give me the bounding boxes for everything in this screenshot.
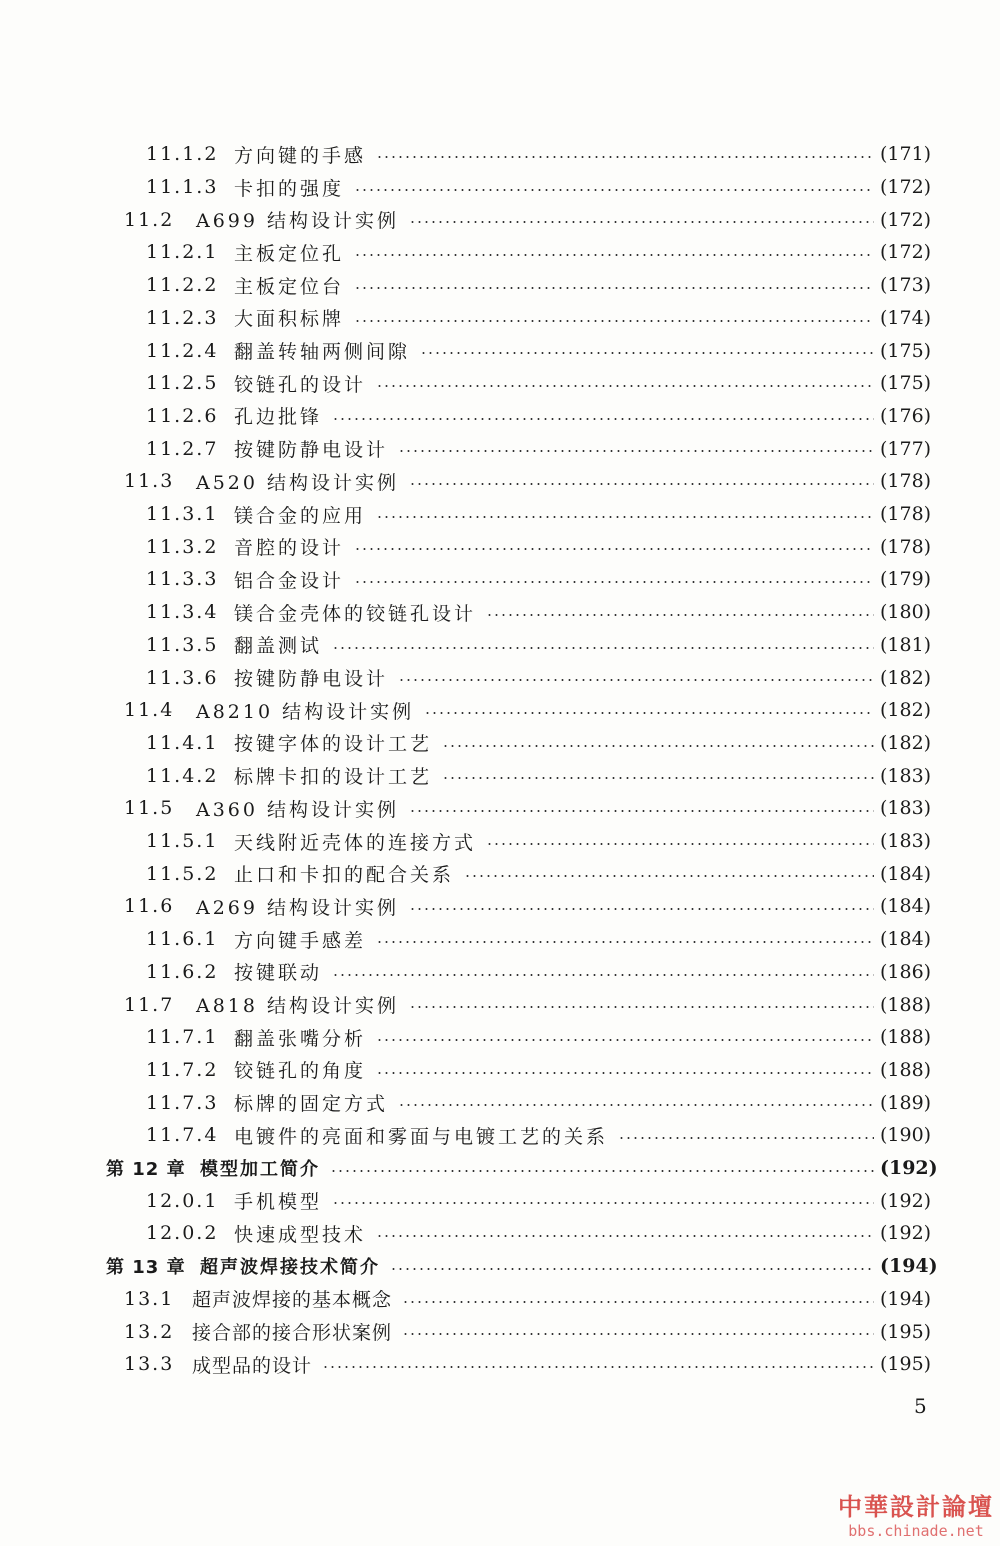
toc-entry-number: 11.2.5: [146, 372, 219, 395]
toc-entry-title: 镁合金的应用: [234, 501, 372, 528]
toc-entry: [0, 138, 1000, 171]
toc-entry-page: (171): [880, 143, 932, 166]
toc-entry-number: 第 12 章: [106, 1159, 186, 1181]
toc-entry-page: (188): [880, 1058, 932, 1081]
toc-entry: [0, 1119, 1000, 1152]
toc-entry: [0, 432, 1000, 465]
toc-entry-page: (184): [880, 862, 932, 885]
toc-entry: [0, 563, 1000, 596]
toc-entry-title: 铝合金设计: [234, 566, 350, 593]
toc-entry-page: (194): [880, 1255, 938, 1278]
toc-entry-page: (174): [880, 306, 932, 329]
toc-entry: [0, 1152, 1000, 1185]
toc-entry-page: (186): [880, 960, 932, 983]
toc-entry-title: 大面积标牌: [234, 304, 350, 331]
toc-entry-number: 11.4: [124, 699, 175, 722]
watermark: [838, 1487, 994, 1540]
toc-entry-number: 11.7.3: [146, 1091, 219, 1114]
toc-entry: [0, 694, 1000, 727]
toc-entry: [0, 1054, 1000, 1087]
toc-entry-page: (189): [880, 1091, 932, 1114]
toc-entry-page: (183): [880, 830, 932, 853]
toc-entry-title: 模型加工简介: [200, 1155, 326, 1181]
toc-entry-page: (192): [880, 1222, 932, 1245]
toc-entry-number: 11.2.1: [146, 241, 219, 264]
toc-leader-dots: [409, 483, 874, 485]
toc-entry-number: 11.3.4: [146, 601, 219, 624]
toc-leader-dots: [376, 516, 874, 518]
toc-entry: [0, 1217, 1000, 1250]
toc-entry: [0, 629, 1000, 662]
toc-entry-title: 铰链孔的角度: [234, 1056, 372, 1083]
toc-entry-title: 成型品的设计: [192, 1351, 318, 1378]
toc-entry: [0, 1184, 1000, 1217]
toc-entry-number: 11.5.2: [146, 862, 219, 885]
toc-leader-dots: [354, 320, 874, 322]
toc-leader-dots: [486, 614, 874, 616]
toc-leader-dots: [402, 1333, 874, 1335]
toc-entry-number: 11.7.1: [146, 1026, 219, 1049]
toc-leader-dots: [376, 156, 874, 158]
toc-entry-title: 按键字体的设计工艺: [234, 729, 438, 756]
toc-entry: [0, 759, 1000, 792]
toc-entry-page: (188): [880, 1026, 932, 1049]
toc-entry-number: 11.4.2: [146, 764, 219, 787]
toc-entry-number: 11.2: [124, 208, 175, 231]
toc-entry-page: (179): [880, 568, 932, 591]
toc-leader-dots: [376, 1072, 874, 1074]
toc-leader-dots: [398, 450, 874, 452]
toc-entry-title: 标牌的固定方式: [234, 1089, 394, 1116]
toc-leader-dots: [409, 221, 874, 223]
toc-entry-number: 11.3.1: [146, 503, 219, 526]
toc-leader-dots: [390, 1268, 874, 1270]
toc-entry: [0, 1283, 1000, 1316]
toc-entry-title: A818 结构设计实例: [196, 991, 405, 1018]
toc-entry-title: 主板定位台: [234, 272, 350, 299]
toc-entry: [0, 498, 1000, 531]
toc-entry: [0, 923, 1000, 956]
toc-entry-title: A520 结构设计实例: [196, 468, 405, 495]
toc-leader-dots: [330, 1170, 874, 1172]
toc-entry-title: A8210 结构设计实例: [196, 697, 420, 724]
toc-entry-number: 11.6.1: [146, 928, 219, 951]
toc-leader-dots: [398, 679, 874, 681]
toc-entry-page: (175): [880, 339, 932, 362]
toc-entry-page: (190): [880, 1124, 932, 1147]
toc-entry-title: 止口和卡扣的配合关系: [234, 860, 460, 887]
toc-entry: [0, 203, 1000, 236]
toc-entry-title: 手机模型: [234, 1187, 328, 1214]
toc-entry: [0, 1315, 1000, 1348]
toc-entry-number: 13.3: [124, 1353, 175, 1376]
toc-entry-number: 11.2.2: [146, 274, 219, 297]
toc-entry-title: 方向键手感差: [234, 926, 372, 953]
toc-entry: [0, 1021, 1000, 1054]
toc-entry-title: 标牌卡扣的设计工艺: [234, 762, 438, 789]
watermark-title: 中華設計論壇: [838, 1493, 994, 1521]
toc-entry: [0, 825, 1000, 858]
toc-entry-number: 第 13 章: [106, 1257, 186, 1279]
toc-entry-title: 超声波焊接的基本概念: [192, 1285, 398, 1312]
toc-leader-dots: [332, 974, 874, 976]
toc-entry: [0, 367, 1000, 400]
toc-entry-title: 孔边批锋: [234, 402, 328, 429]
toc-entry-page: (177): [880, 437, 932, 460]
toc-entry-number: 11.5.1: [146, 830, 219, 853]
toc-entry-title: 铰链孔的设计: [234, 370, 372, 397]
toc-entry-page: (178): [880, 535, 932, 558]
toc-entry: [0, 334, 1000, 367]
toc-entry-number: 11.3.6: [146, 666, 219, 689]
toc-leader-dots: [420, 352, 874, 354]
toc-entry-title: 按键联动: [234, 958, 328, 985]
toc-entry-page: (178): [880, 503, 932, 526]
toc-entry-number: 11.2.4: [146, 339, 219, 362]
toc-entry-page: (192): [880, 1157, 938, 1180]
toc-entry-title: 翻盖测试: [234, 631, 328, 658]
toc-entry-page: (184): [880, 895, 932, 918]
toc-entry-page: (192): [880, 1189, 932, 1212]
toc-entry-title: 按键防静电设计: [234, 664, 394, 691]
toc-entry-number: 13.2: [124, 1320, 175, 1343]
toc-leader-dots: [376, 1039, 874, 1041]
toc-entry: [0, 269, 1000, 302]
toc-entry-page: (172): [880, 176, 932, 199]
toc-leader-dots: [354, 189, 874, 191]
toc-leader-dots: [332, 418, 874, 420]
toc-entry-title: 接合部的接合形状案例: [192, 1318, 398, 1345]
toc-leader-dots: [322, 1366, 874, 1368]
toc-leader-dots: [409, 908, 874, 910]
toc-entry-number: 11.3.5: [146, 633, 219, 656]
toc-leader-dots: [409, 1006, 874, 1008]
toc-entry-page: (182): [880, 699, 932, 722]
toc-entry-number: 11.5: [124, 797, 175, 820]
toc-entry: [0, 988, 1000, 1021]
toc-entry-title: A269 结构设计实例: [196, 893, 405, 920]
toc-entry: [0, 1086, 1000, 1119]
toc-entry-title: 镁合金壳体的铰链孔设计: [234, 599, 482, 626]
toc-entry-number: 11.3.2: [146, 535, 219, 558]
toc-entry: [0, 890, 1000, 923]
page-number: 5: [914, 1394, 927, 1418]
toc-entry-title: 主板定位孔: [234, 239, 350, 266]
toc-entry-number: 11.2.7: [146, 437, 219, 460]
toc-entry-title: 快速成型技术: [234, 1220, 372, 1247]
watermark-url: bbs.chinade.net: [848, 1522, 984, 1540]
toc-leader-dots: [332, 647, 874, 649]
toc-entry: [0, 1348, 1000, 1381]
toc-entry-number: 11.6: [124, 895, 175, 918]
toc-entry: [0, 661, 1000, 694]
toc-entry-page: (188): [880, 993, 932, 1016]
toc-entry: [0, 857, 1000, 890]
toc-entry-title: 音腔的设计: [234, 533, 350, 560]
toc-leader-dots: [376, 385, 874, 387]
toc-entry-number: 11.3.3: [146, 568, 219, 591]
toc-entry-page: (181): [880, 633, 932, 656]
toc-entry-number: 11.6.2: [146, 960, 219, 983]
toc-leader-dots: [618, 1137, 874, 1139]
toc-entry-number: 11.1.2: [146, 143, 219, 166]
toc-entry: [0, 1250, 1000, 1283]
toc-leader-dots: [332, 1202, 874, 1204]
toc-entry: [0, 400, 1000, 433]
toc-entry-page: (178): [880, 470, 932, 493]
toc-leader-dots: [376, 1235, 874, 1237]
toc-entry: [0, 171, 1000, 204]
toc-entry-page: (176): [880, 404, 932, 427]
toc-entry-title: 翻盖张嘴分析: [234, 1024, 372, 1051]
toc-entry-title: 按键防静电设计: [234, 435, 394, 462]
toc-entry-page: (175): [880, 372, 932, 395]
toc-leader-dots: [442, 777, 874, 779]
toc-entry-number: 11.7.2: [146, 1058, 219, 1081]
toc-entry-title: A360 结构设计实例: [196, 795, 405, 822]
toc-entry-number: 11.2.3: [146, 306, 219, 329]
toc-entry-number: 11.7: [124, 993, 175, 1016]
toc-entry-title: 天线附近壳体的连接方式: [234, 828, 482, 855]
toc-entry-page: (194): [880, 1287, 932, 1310]
toc-entry: [0, 530, 1000, 563]
toc-entry-page: (172): [880, 208, 932, 231]
toc-entry: [0, 956, 1000, 989]
toc-entry: [0, 792, 1000, 825]
toc-entry: [0, 465, 1000, 498]
toc-leader-dots: [354, 548, 874, 550]
toc-entry-number: 11.7.4: [146, 1124, 219, 1147]
toc-entry-title: 电镀件的亮面和雾面与电镀工艺的关系: [234, 1122, 614, 1149]
toc-entry: [0, 236, 1000, 269]
toc-entry-page: (184): [880, 928, 932, 951]
toc-entry: [0, 727, 1000, 760]
toc-leader-dots: [354, 581, 874, 583]
toc-entry-page: (182): [880, 731, 932, 754]
toc-leader-dots: [464, 875, 874, 877]
toc-entry-page: (173): [880, 274, 932, 297]
toc-leader-dots: [354, 287, 874, 289]
toc-entry-number: 11.2.6: [146, 404, 219, 427]
toc-entry-page: (183): [880, 797, 932, 820]
toc-leader-dots: [486, 843, 874, 845]
toc-leader-dots: [354, 254, 874, 256]
toc-leader-dots: [376, 941, 874, 943]
toc-entry: [0, 302, 1000, 335]
toc-entry-title: 超声波焊接技术简介: [200, 1253, 386, 1279]
toc-entry-number: 11.3: [124, 470, 175, 493]
toc-entry-title: 卡扣的强度: [234, 174, 350, 201]
toc-entry-page: (172): [880, 241, 932, 264]
toc-entry-title: 方向键的手感: [234, 141, 372, 168]
toc-entry-number: 11.1.3: [146, 176, 219, 199]
toc-leader-dots: [402, 1301, 874, 1303]
toc-entry-number: 11.4.1: [146, 731, 219, 754]
toc-entry-number: 12.0.1: [146, 1189, 219, 1212]
toc-entry-page: (183): [880, 764, 932, 787]
toc-leader-dots: [424, 712, 874, 714]
toc-leader-dots: [409, 810, 874, 812]
toc-leader-dots: [442, 745, 874, 747]
toc-entry-title: A699 结构设计实例: [196, 206, 405, 233]
toc-entry-page: (195): [880, 1320, 932, 1343]
toc-entry-page: (195): [880, 1353, 932, 1376]
toc-entry: [0, 596, 1000, 629]
toc-entry-title: 翻盖转轴两侧间隙: [234, 337, 416, 364]
toc-entry-number: 12.0.2: [146, 1222, 219, 1245]
toc-entry-page: (182): [880, 666, 932, 689]
toc-leader-dots: [398, 1104, 874, 1106]
toc-entry-number: 13.1: [124, 1287, 175, 1310]
toc-entry-page: (180): [880, 601, 932, 624]
